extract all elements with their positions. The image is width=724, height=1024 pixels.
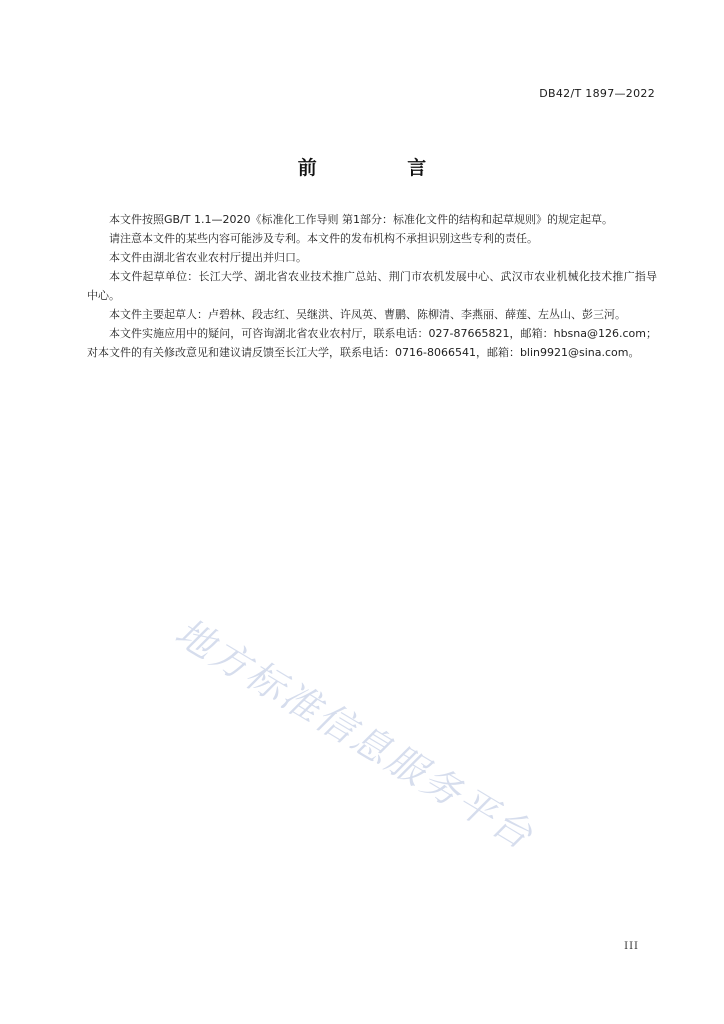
foreword-body	[87, 210, 657, 362]
paragraph-drafting-basis: 本文件按照GB/T 1.1—2020《标准化工作导则 第1部分：标准化文件的结构和起草规则》的规定起草。	[109, 213, 613, 226]
paragraph-proposer: 本文件由湖北省农业农村厅提出并归口。	[109, 251, 307, 264]
paragraph-drafters: 本文件主要起草人：卢碧林、段志红、吴继洪、许凤英、曹鹏、陈柳清、李燕丽、薛莲、左丛山、彭三河。	[109, 308, 626, 321]
paragraph-patent-notice: 请注意本文件的某些内容可能涉及专利。本文件的发布机构不承担识别这些专利的责任。	[109, 232, 538, 245]
paragraph-drafting-units: 本文件起草单位：长江大学、湖北省农业技术推广总站、荆门市农机发展中心、武汉市农业机械化技术推广指导中心。	[87, 270, 657, 302]
watermark-text: 地方标准信息服务平台	[167, 609, 542, 859]
page-title: 前 言	[297, 157, 469, 179]
paragraph-contact: 本文件实施应用中的疑问，可咨询湖北省农业农村厅，联系电话：027-87665821，邮箱：hbsna@126.com；对本文件的有关修改意见和建议请反馈至长江大学，联系电话：0716-8066541，邮箱：blin9921@sina.com。	[87, 327, 657, 359]
standard-code: DB42/T 1897—2022	[539, 87, 655, 100]
page-number: III	[624, 941, 639, 952]
